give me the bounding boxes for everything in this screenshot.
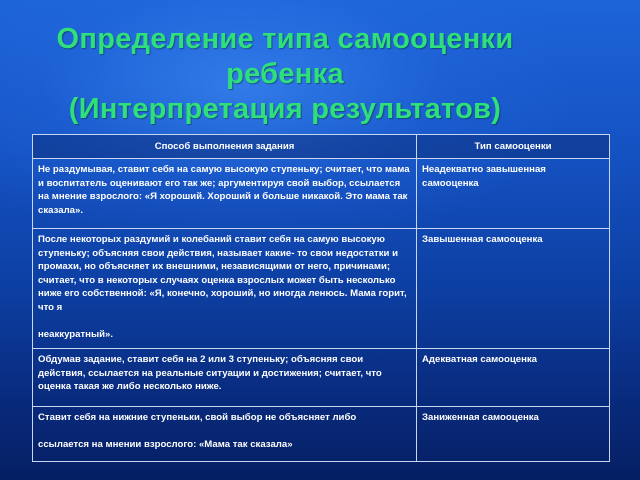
type-cell: Неадекватно завышенная самооценка <box>417 159 610 229</box>
interpretation-table-container <box>32 134 609 480</box>
slide-title <box>0 22 570 127</box>
table-row <box>33 229 610 349</box>
slide-title-line-2: ребенка <box>226 58 344 90</box>
type-cell: Завышенная самооценка <box>417 229 610 349</box>
table-header-row <box>33 135 610 159</box>
interpretation-table <box>32 134 610 462</box>
method-cell <box>33 407 417 462</box>
table-row <box>33 407 610 462</box>
header-type: Тип самооценки <box>417 135 610 159</box>
method-text: Ставит себя на нижние ступеньки, свой выбор не объясняет либо <box>38 412 357 423</box>
method-cell <box>33 229 417 349</box>
slide-title-line-3: (Интерпретация результатов) <box>68 93 502 125</box>
header-method: Способ выполнения задания <box>33 135 417 159</box>
method-text: После некоторых раздумий и колебаний ставит себя на самую высокую ступеньку; объясняя свои действия, называет какие- то свои недостатки и промахи, но объясняет их внешними, независящими от него, причинами; считает, что в некоторых случаях оценка взрослых может быть несколько ниже его собственной: «Я, конечно, хороший, но иногда ленюсь. Мама горит, что я <box>38 234 407 313</box>
table-row <box>33 349 610 407</box>
method-cell <box>33 159 417 229</box>
method-cell <box>33 349 417 407</box>
method-text: Не раздумывая, ставит себя на самую высокую ступеньку; считает, что мама и воспитатель оценивают его так же; аргументируя свой выбор, ссылается на мнение взрослого: «Я хороший. Хороший и больше никакой. Это мама так сказала». <box>38 164 410 216</box>
method-text-tail: ссылается на мнении взрослого: «Мама так сказала» <box>38 438 293 450</box>
type-cell: Адекватная самооценка <box>417 349 610 407</box>
table-row <box>33 159 610 229</box>
slide-title-line-1: Определение типа самооценки <box>56 23 514 55</box>
method-text-tail: неаккуратный». <box>38 328 114 340</box>
type-cell: Заниженная самооценка <box>417 407 610 462</box>
method-text: Обдумав задание, ставит себя на 2 или 3 ступеньку; объясняя свои действия, ссылается на реальные ситуации и достижения; считает, что оценка такая же либо несколько ниже. <box>38 354 382 393</box>
